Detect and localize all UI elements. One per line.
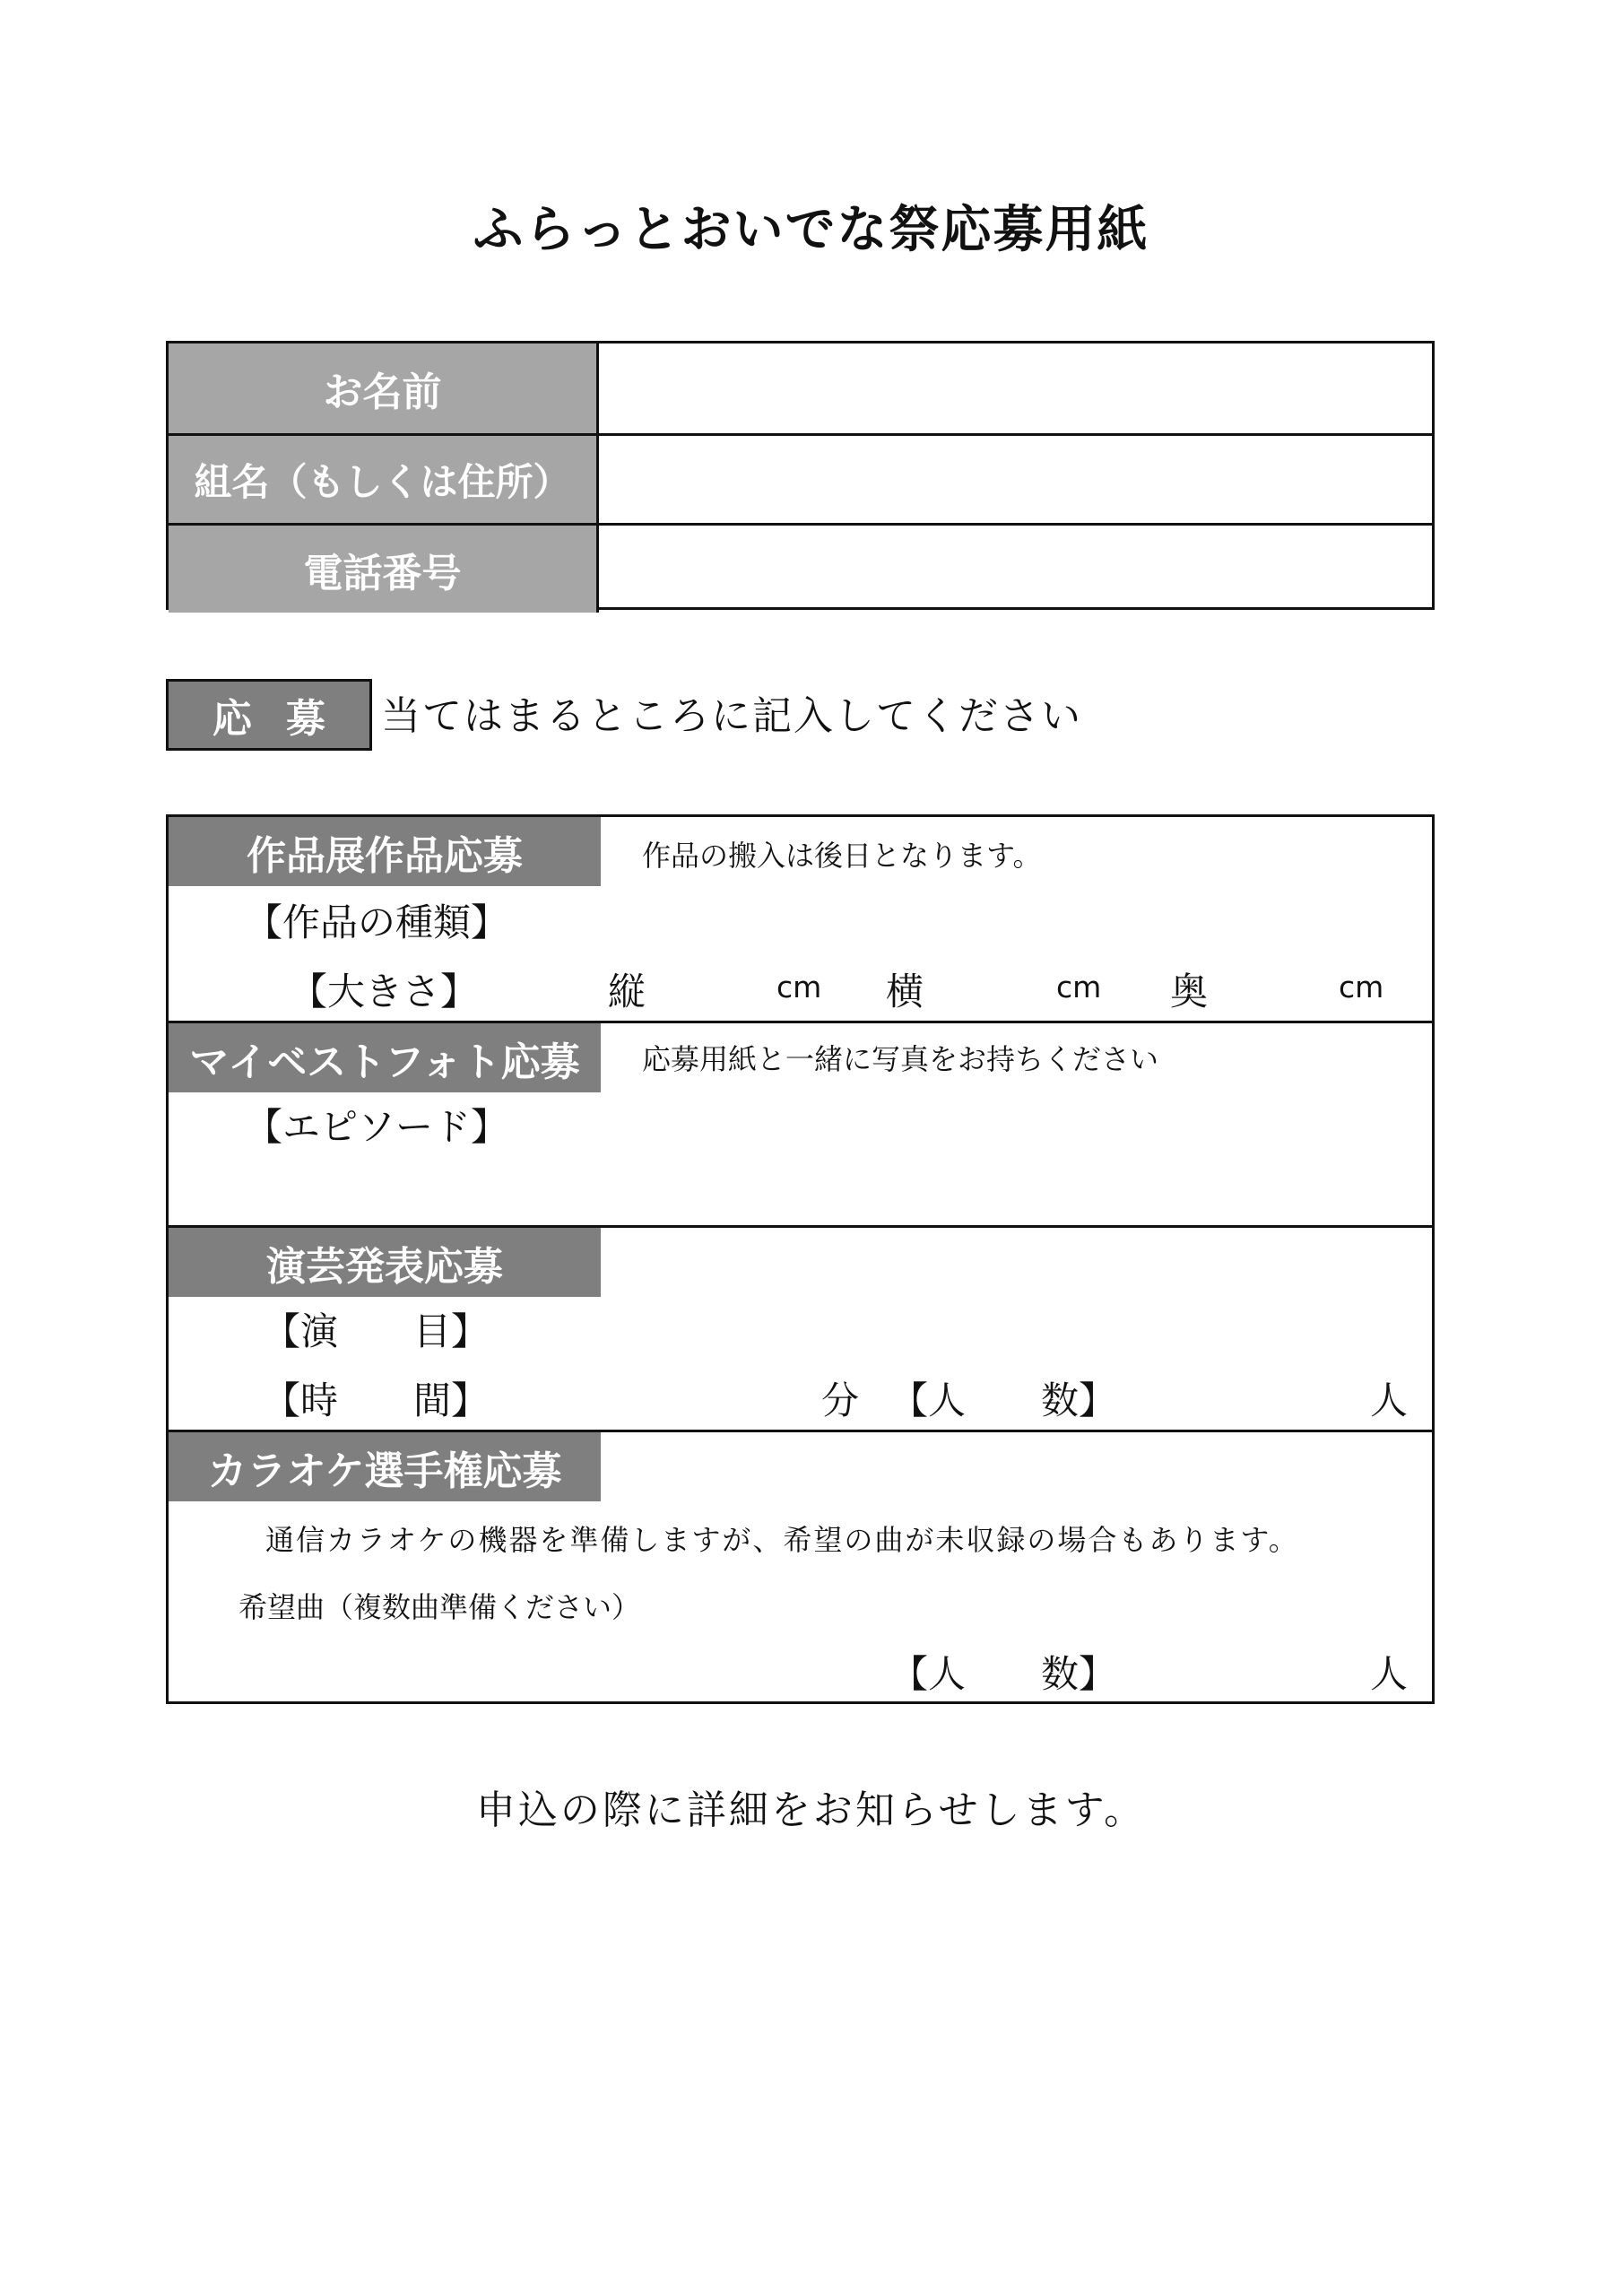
width-label: 横 xyxy=(886,970,924,1013)
contact-row-name xyxy=(169,344,1432,433)
contact-table xyxy=(166,341,1435,610)
contact-row-phone xyxy=(169,523,1432,613)
depth-unit: cm xyxy=(1339,970,1384,1004)
photo-note: 応募用紙と一緒に写真をお持ちください xyxy=(642,1042,1159,1076)
name-field[interactable] xyxy=(599,344,1432,433)
performance-heading: 演芸発表応募 xyxy=(169,1228,601,1297)
phone-label: 電話番号 xyxy=(169,526,599,613)
height-label: 縦 xyxy=(608,970,646,1013)
group-label: 組名（もしくは住所） xyxy=(169,436,599,523)
minutes-unit: 分 xyxy=(821,1378,860,1422)
apply-badge: 応募 xyxy=(166,679,372,751)
name-label: お名前 xyxy=(169,344,599,433)
artwork-type-label: 【作品の種類】 xyxy=(245,900,509,944)
artwork-heading: 作品展作品応募 xyxy=(169,817,601,886)
artwork-note: 作品の搬入は後日となります。 xyxy=(642,839,1042,873)
photo-heading: マイベストフォト応募 xyxy=(169,1023,601,1092)
width-unit: cm xyxy=(1056,970,1102,1004)
episode-label: 【エピソード】 xyxy=(245,1105,509,1149)
karaoke-note: 通信カラオケの機器を準備しますが、希望の曲が未収録の場合もあります。 xyxy=(265,1523,1299,1557)
photo-section xyxy=(169,1021,1432,1225)
time-label: 【時 間】 xyxy=(263,1378,490,1422)
contact-row-group xyxy=(169,433,1432,523)
song-label: 希望曲（複数曲準備ください） xyxy=(239,1590,641,1624)
entries-table xyxy=(166,814,1435,1704)
karaoke-people-label: 【人 数】 xyxy=(890,1652,1117,1696)
karaoke-section xyxy=(169,1430,1432,1701)
performance-people-label: 【人 数】 xyxy=(890,1378,1117,1422)
karaoke-heading: カラオケ選手権応募 xyxy=(169,1432,601,1501)
height-unit: cm xyxy=(776,970,822,1004)
performance-section xyxy=(169,1225,1432,1430)
artwork-size-label: 【大きさ】 xyxy=(290,970,479,1013)
page-title: ふらっとおいでな祭応募用紙 xyxy=(473,201,1149,259)
performance-people-unit: 人 xyxy=(1370,1378,1409,1422)
apply-instruction: 当てはまるところに記入してください xyxy=(381,693,1082,739)
artwork-section xyxy=(169,817,1432,1021)
group-field[interactable] xyxy=(599,436,1432,523)
footer-note: 申込の際に詳細をお知らせします。 xyxy=(475,1787,1147,1833)
program-label: 【演 目】 xyxy=(263,1309,490,1353)
karaoke-people-unit: 人 xyxy=(1370,1652,1409,1696)
phone-field[interactable] xyxy=(599,526,1432,613)
depth-label: 奥 xyxy=(1170,970,1209,1013)
